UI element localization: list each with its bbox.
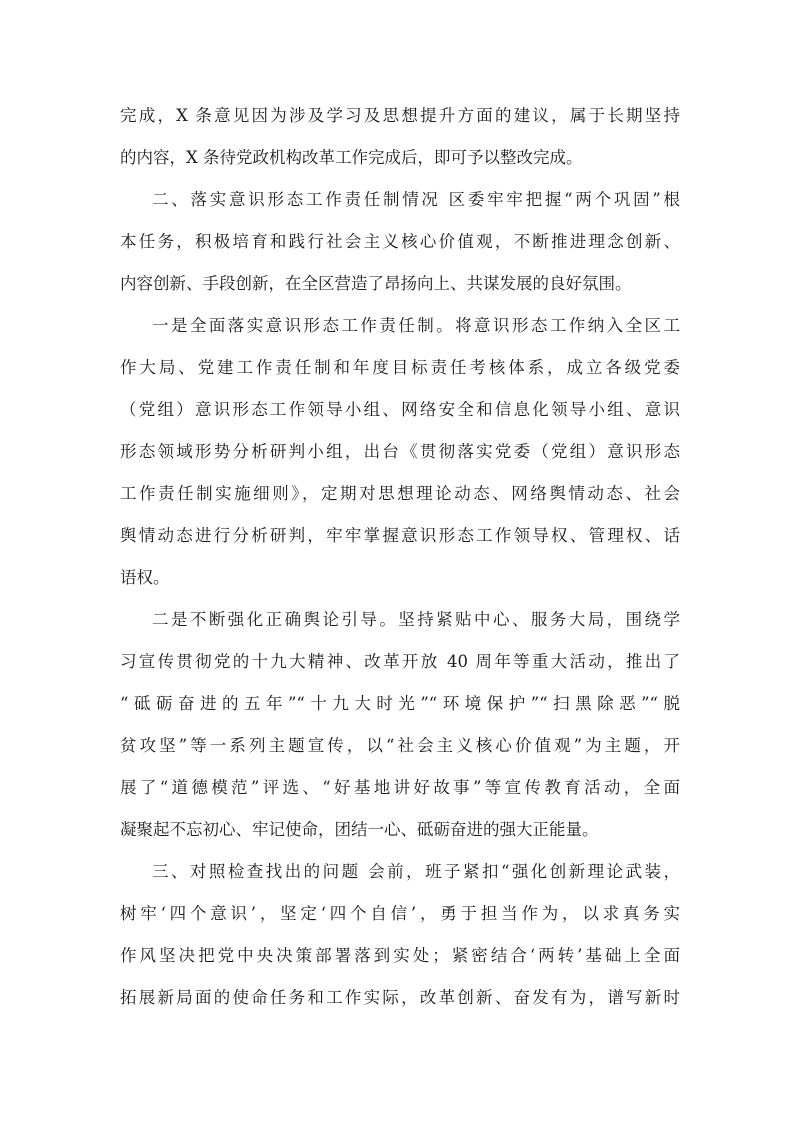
text-line: 展了“道德模范”评选、“好基地讲好故事”等宣传教育活动，全面 xyxy=(120,778,680,797)
section-heading-line: 二、落实意识形态工作责任制情况 区委牢牢把握“两个巩固”根 xyxy=(152,190,680,209)
text-line: 树牢‘四个意识’，坚定‘四个自信’，勇于担当作为，以求真务实 xyxy=(120,904,680,923)
section-heading-line: 三、对照检查找出的问题 会前，班子紧扣“强化创新理论武装， xyxy=(152,862,680,881)
text-line: 本任务，积极培育和践行社会主义核心价值观，不断推进理念创新、 xyxy=(120,232,680,251)
text-line: 凝聚起不忘初心、牢记使命，团结一心、砥砺奋进的强大正能量。 xyxy=(120,820,599,839)
text-line: “砥砺奋进的五年”“十九大时光”“环境保护”“扫黑除恶”“脱 xyxy=(120,694,680,713)
text-line: 作大局、党建工作责任制和年度目标责任考核体系，成立各级党委 xyxy=(120,358,680,377)
text-line: 舆情动态进行分析研判，牢牢掌握意识形态工作领导权、管理权、话 xyxy=(120,526,680,545)
text-line: 工作责任制实施细则》，定期对思想理论动态、网络舆情动态、社会 xyxy=(120,484,680,503)
text-line: （党组）意识形态工作领导小组、网络安全和信息化领导小组、意识 xyxy=(120,400,680,419)
paragraph-first-line: 一是全面落实意识形态工作责任制。将意识形态工作纳入全区工 xyxy=(152,316,680,335)
text-line: 完成，X 条意见因为涉及学习及思想提升方面的建议，属于长期坚持 xyxy=(120,106,680,125)
text-line: 语权。 xyxy=(120,568,170,587)
text-line: 内容创新、手段创新，在全区营造了昂扬向上、共谋发展的良好氛围。 xyxy=(120,274,632,293)
text-line: 作风坚决把党中央决策部署落到实处；紧密结合‘两转’基础上全面 xyxy=(120,946,680,965)
text-line: 形态领域形势分析研判小组，出台《贯彻落实党委（党组）意识形态 xyxy=(120,442,680,461)
text-line: 贫攻坚”等一系列主题宣传，以“社会主义核心价值观”为主题，开 xyxy=(120,736,680,755)
text-line: 拓展新局面的使命任务和工作实际，改革创新、奋发有为，谱写新时 xyxy=(120,988,680,1007)
text-line: 的内容，X 条待党政机构改革工作完成后，即可予以整改完成。 xyxy=(120,148,583,167)
text-line: 习宣传贯彻党的十九大精神、改革开放 40 周年等重大活动，推出了 xyxy=(120,652,680,671)
paragraph-first-line: 二是不断强化正确舆论引导。坚持紧贴中心、服务大局，围绕学 xyxy=(152,610,680,629)
